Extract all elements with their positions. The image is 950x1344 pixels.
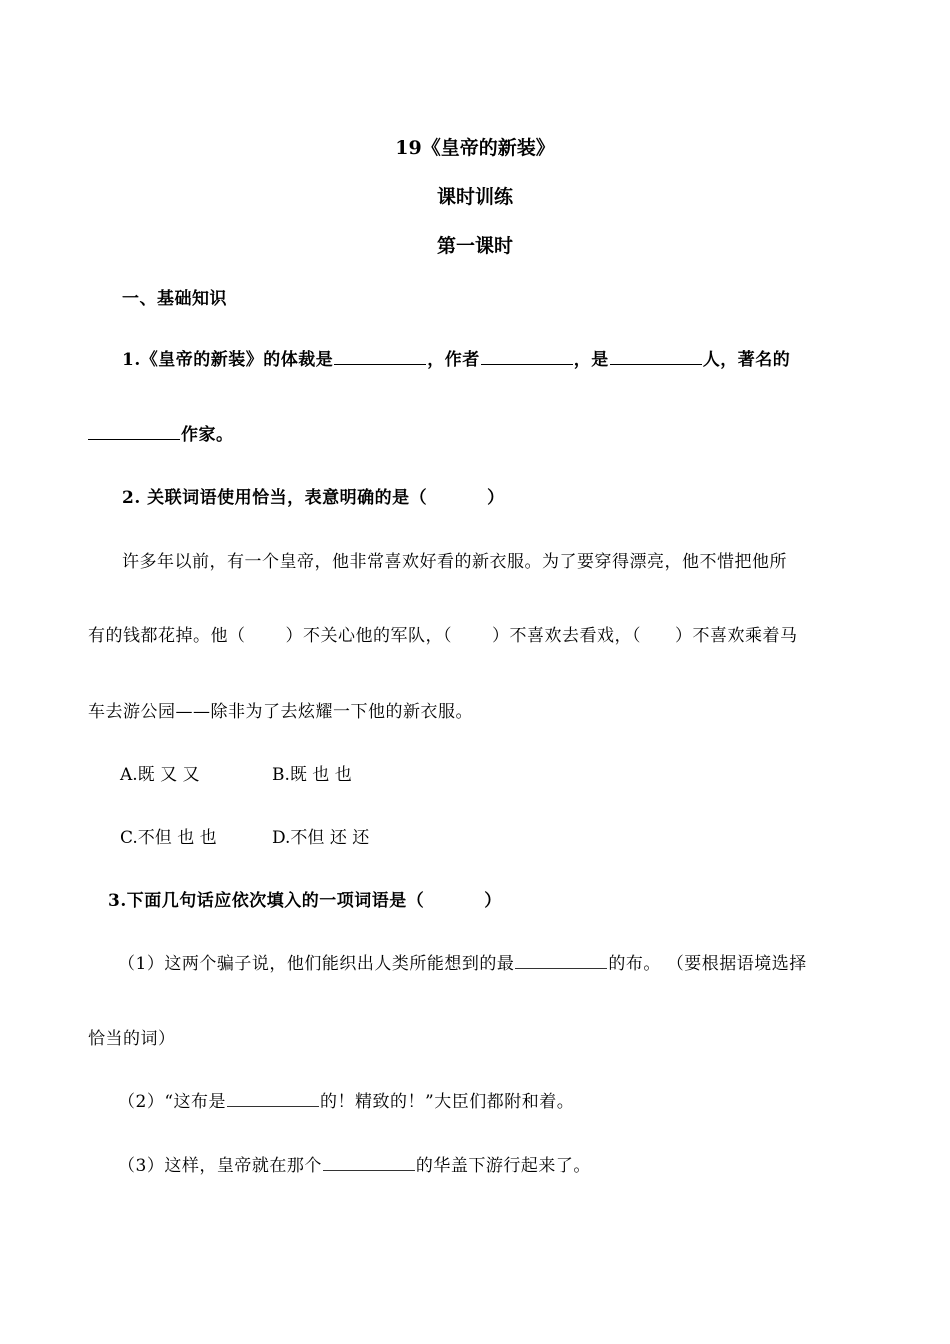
q1-blank-type	[88, 423, 180, 440]
q3-s2-text-a: （2）“这布是	[118, 1092, 227, 1112]
q3-s3-text-b: 的华盖下游行起来了。	[415, 1156, 591, 1176]
section-heading: 一、基础知识	[122, 289, 227, 309]
q1-text-4: 人，著名的	[702, 350, 791, 370]
question-1-line1	[122, 345, 790, 370]
q3-s3-blank	[323, 1154, 415, 1171]
q1-text-1: 1.《皇帝的新装》的体裁是	[122, 350, 334, 370]
question-3-stem	[108, 886, 502, 911]
q2-option-a: A.既 又 又	[120, 765, 200, 785]
q1-text-5: 作家。	[181, 425, 234, 445]
q2-passage-2a: 有的钱都花掉。他（	[88, 626, 246, 646]
page-title: 19《皇帝的新装》	[395, 137, 555, 159]
q1-text-2: ，作者	[427, 350, 480, 370]
q1-blank-country	[610, 348, 702, 365]
q3-s1-text-b: 的布。 （要根据语境选择	[608, 954, 807, 974]
q1-text-3: ，是	[573, 350, 609, 370]
q3-sentence-3	[118, 1151, 591, 1176]
lesson-label: 第一课时	[436, 235, 513, 257]
q3-sentence-1	[118, 949, 807, 974]
q2-passage-2b: ）不关心他的军队，（	[285, 626, 452, 646]
question-1-line2	[88, 420, 234, 445]
q1-blank-genre	[334, 348, 426, 365]
q2-passage-2c: ）不喜欢去看戏，（	[492, 626, 641, 646]
q2-stem-end: ）	[487, 488, 505, 508]
q3-stem-text: 3.下面几句话应依次填入的一项词语是（	[108, 891, 425, 911]
q3-s3-text-a: （3）这样，皇帝就在那个	[118, 1156, 322, 1176]
q2-option-d: D.不但 还 还	[272, 828, 370, 848]
page-subtitle: 课时训练	[436, 186, 513, 208]
q3-stem-end: ）	[484, 891, 502, 911]
q3-s1-blank	[515, 952, 607, 969]
q2-stem-text: 2. 关联词语使用恰当，表意明确的是（	[122, 488, 428, 508]
q3-sentence-2	[118, 1087, 574, 1112]
q2-passage-line3: 车去游公园——除非为了去炫耀一下他的新衣服。	[88, 702, 473, 722]
q2-option-b: B.既 也 也	[272, 765, 352, 785]
q3-s2-text-b: 的！精致的！”大臣们都附和着。	[320, 1092, 575, 1112]
question-2-stem	[122, 483, 505, 508]
q3-s2-blank	[227, 1090, 319, 1107]
q2-passage-line1: 许多年以前，有一个皇帝，他非常喜欢好看的新衣服。为了要穿得漂亮，他不惜把他所	[122, 552, 787, 572]
q3-s1-text-a: （1）这两个骗子说，他们能织出人类所能想到的最	[118, 954, 515, 974]
q1-blank-author	[481, 348, 573, 365]
q3-sentence-1-cont: 恰当的词）	[88, 1029, 176, 1049]
q2-passage-2d: ）不喜欢乘着马	[675, 626, 798, 646]
q2-option-c: C.不但 也 也	[120, 828, 217, 848]
q2-passage-line2	[88, 621, 798, 646]
